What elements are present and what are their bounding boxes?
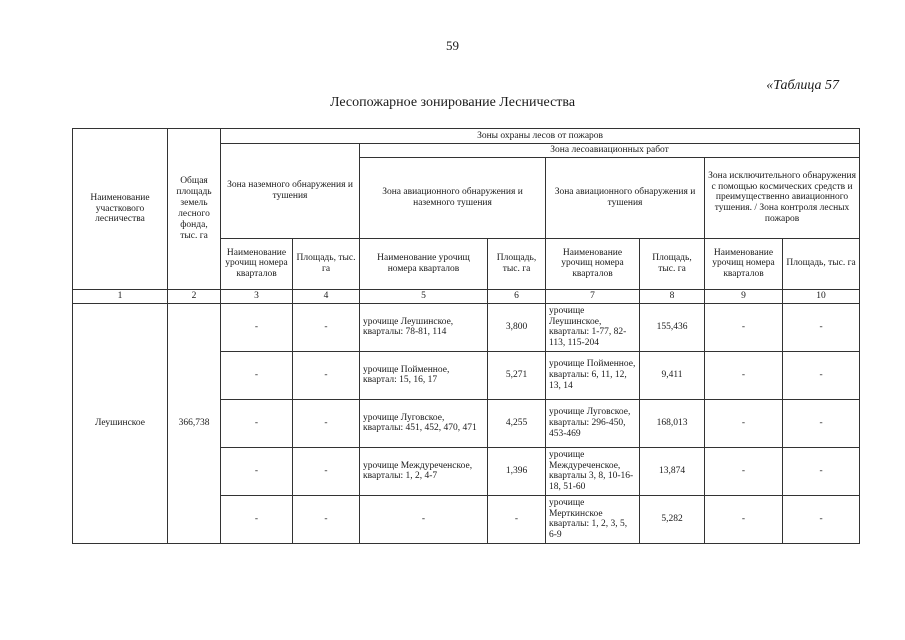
cell: урочище Междуреченское, кварталы: 1, 2, 4-7 xyxy=(360,447,488,495)
subheader-name: Наименование урочищ номера кварталов xyxy=(705,238,783,289)
subheader-name: Наименование урочищ номера кварталов xyxy=(360,238,488,289)
cell: урочище Леушинское, кварталы: 1-77, 82-113, 115-204 xyxy=(546,303,640,351)
cell: - xyxy=(488,495,546,543)
subheader-area: Площадь, тыс. га xyxy=(783,238,860,289)
header-total-area: Общая площадь земель лесного фонда, тыс. га xyxy=(168,129,221,290)
cell: урочище Мерткинское кварталы: 1, 2, 3, 5, 6-9 xyxy=(546,495,640,543)
cell: 5,271 xyxy=(488,351,546,399)
column-number: 5 xyxy=(360,289,488,303)
fire-zoning-table xyxy=(72,128,860,544)
cell: - xyxy=(221,495,293,543)
column-number: 7 xyxy=(546,289,640,303)
column-number: 8 xyxy=(640,289,705,303)
column-number: 2 xyxy=(168,289,221,303)
cell: - xyxy=(705,351,783,399)
cell: урочище Луговское, кварталы: 451, 452, 470, 471 xyxy=(360,399,488,447)
cell: 155,436 xyxy=(640,303,705,351)
cell: - xyxy=(293,495,360,543)
subheader-name: Наименование урочищ номера кварталов xyxy=(546,238,640,289)
header-ground-zone: Зона наземного обнаружения и тушения xyxy=(221,144,360,239)
cell: 168,013 xyxy=(640,399,705,447)
cell: - xyxy=(783,447,860,495)
cell: 3,800 xyxy=(488,303,546,351)
header-aviation-ground-zone: Зона авиационного обнаружения и наземного тушения xyxy=(360,157,546,238)
header-protection-zones: Зоны охраны лесов от пожаров xyxy=(221,129,860,144)
cell: 4,255 xyxy=(488,399,546,447)
subheader-name: Наименование урочищ номера кварталов xyxy=(221,238,293,289)
table-caption: «Таблица 57 xyxy=(766,78,839,93)
cell: - xyxy=(293,399,360,447)
cell: - xyxy=(293,351,360,399)
cell: - xyxy=(221,303,293,351)
table-row xyxy=(73,303,860,351)
cell: 1,396 xyxy=(488,447,546,495)
column-number: 3 xyxy=(221,289,293,303)
header-exclusive-zone: Зона исключительного обнаружения с помощью космических средств и преимущественно авиационного тушения. / Зона контроля лесных пожаров xyxy=(705,157,860,238)
cell: - xyxy=(705,399,783,447)
cell: - xyxy=(705,495,783,543)
subheader-area: Площадь, тыс. га xyxy=(293,238,360,289)
cell: - xyxy=(783,399,860,447)
cell: 9,411 xyxy=(640,351,705,399)
cell: - xyxy=(783,351,860,399)
forestry-name-cell: Леушинское xyxy=(73,303,168,543)
header-aviation-zone: Зона авиационного обнаружения и тушения xyxy=(546,157,705,238)
cell: - xyxy=(360,495,488,543)
subheader-area: Площадь, тыс. га xyxy=(488,238,546,289)
cell: - xyxy=(221,399,293,447)
cell: - xyxy=(293,303,360,351)
column-number: 4 xyxy=(293,289,360,303)
cell: - xyxy=(705,303,783,351)
column-number: 9 xyxy=(705,289,783,303)
cell: урочище Леушинское, кварталы: 78-81, 114 xyxy=(360,303,488,351)
subheader-area: Площадь, тыс. га xyxy=(640,238,705,289)
cell: - xyxy=(221,351,293,399)
cell: 13,874 xyxy=(640,447,705,495)
document-title: Лесопожарное зонирование Лесничества xyxy=(329,95,576,110)
total-area-cell: 366,738 xyxy=(168,303,221,543)
header-aviation-works-zone: Зона лесоавиационных работ xyxy=(360,144,860,158)
header-forestry-name: Наименование участкового лесничества xyxy=(73,129,168,290)
cell: - xyxy=(221,447,293,495)
page-number: 59 xyxy=(446,38,459,53)
cell: урочище Пойменное, кварталы: 6, 11, 12, 13, 14 xyxy=(546,351,640,399)
cell: - xyxy=(783,303,860,351)
cell: урочище Пойменное, квартал: 15, 16, 17 xyxy=(360,351,488,399)
column-number: 1 xyxy=(73,289,168,303)
cell: 5,282 xyxy=(640,495,705,543)
cell: - xyxy=(783,495,860,543)
column-number: 10 xyxy=(783,289,860,303)
cell: - xyxy=(293,447,360,495)
cell: - xyxy=(705,447,783,495)
cell: урочище Луговское, кварталы: 296-450, 453-469 xyxy=(546,399,640,447)
cell: урочище Междуреченское, кварталы 3, 8, 10-16-18, 51-60 xyxy=(546,447,640,495)
column-number: 6 xyxy=(488,289,546,303)
